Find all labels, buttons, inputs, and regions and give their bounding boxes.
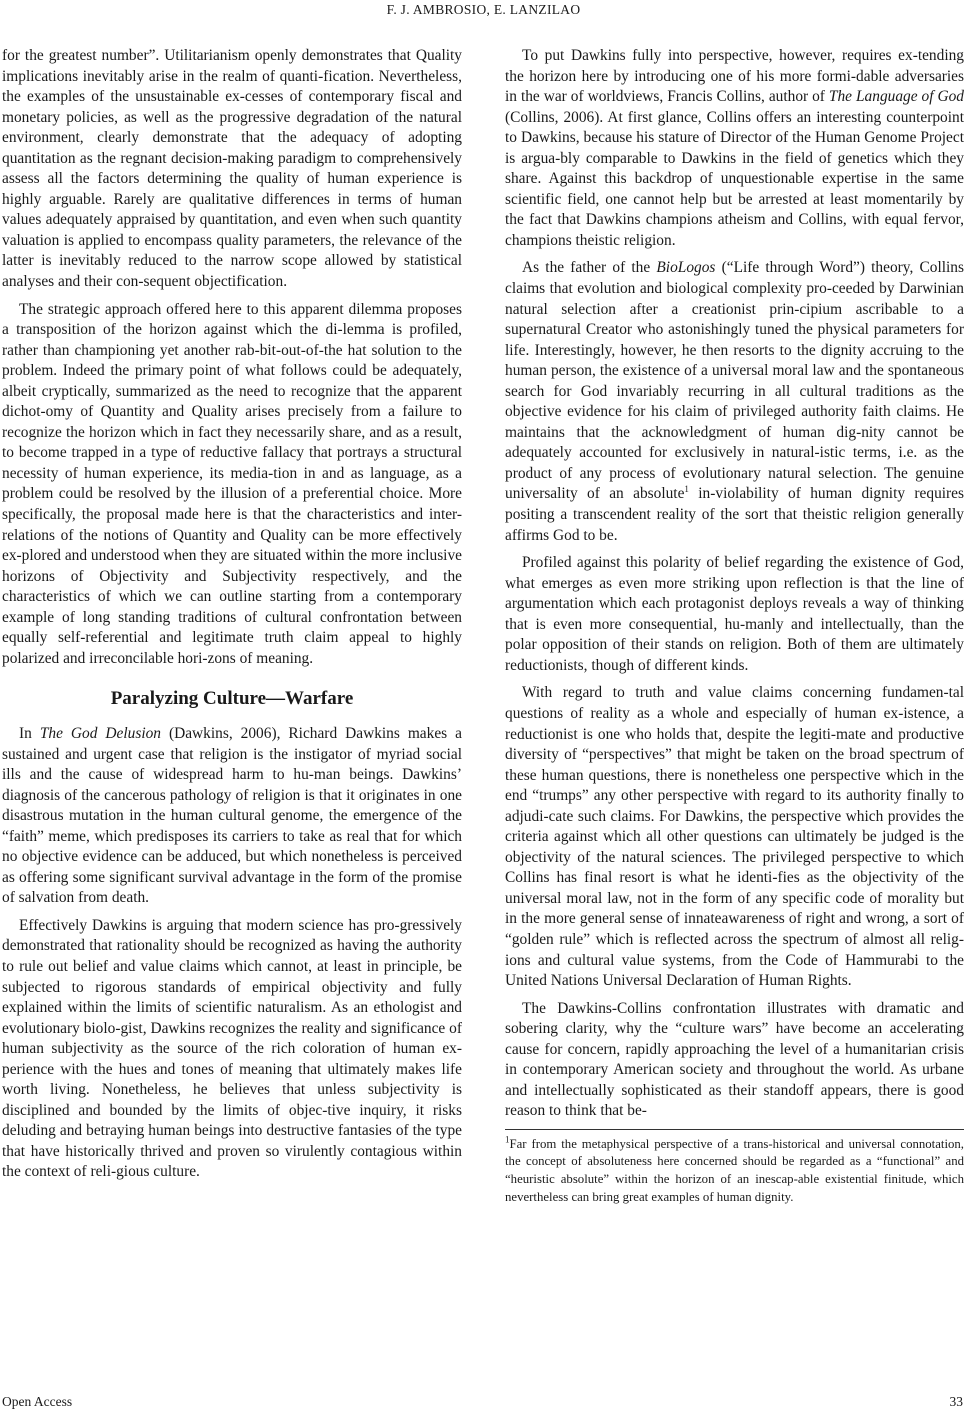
footnote <box>505 1129 964 1206</box>
theory-name: BioLogos <box>656 259 716 277</box>
footnote-text: Far from the metaphysical perspective of a trans-historical and universal connotation, the concept of absoluteness here concerned should be regarded as a “functional” and “heuristic absolute” within the horizon of an inescap-able existential finitude, which nevertheless can bring great examples of human dignity. <box>505 1136 964 1204</box>
paragraph: Profiled against this polarity of belief regarding the existence of God, what emerges as even more striking upon reflection is that the line of argumentation which each protagonist deploys reveals a way of thinking that is even more consequential, hu-manly and intellectually, than the polar opposition of their stands on religion. Both of them are ultimately reductionists, though of different kinds. <box>505 554 964 674</box>
text-span: In <box>19 724 40 742</box>
paragraph: The Dawkins-Collins confrontation illustrates with dramatic and sobering clarity, why the “culture wars” have become an accelerating cause for concern, rapidly approaching the level of a humanitarian crisis in contemporary American society and throughout the world. As urbane and intellectually sophisticated as their standoff appears, there is good reason to think that be- <box>505 999 964 1120</box>
text-span: To put Dawkins fully into perspective, however, requires ex-tending the horizon here by introducing one of his more formi-dable adversaries in the war of worldviews, Francis Collins, author of <box>505 47 964 106</box>
text-span: (Collins, 2006). At first glance, Collins offers an interesting counterpoint to Dawkins, because his stature of Director of the Human Genome Project is argua-bly comparable to Dawkins in the field of genetics which they share. Against this backdrop of unquestionable expertise in the same scientific field, one cannot help but be arrested at least momentarily by the fact that Dawkins champions atheism and Collins, with equal fervor, champions theistic religion. <box>505 108 964 249</box>
text-span: (“Life through Word”) theory, Collins claims that evolution and biological complexity pro-ceeded by Darwinian natural selection after a creationist prin-cipium ascribable to a supernatural Creator who astonishingly tuned the physical parameters for life. Interestingly, however, he then resorts to the dignity accruing to the human person, the existence of a universal moral law and the spontaneous search for God invariably recurring in all cultural traditions as the objective evidence for his claim of privileged authority faith claims. He maintains that the acknowledgment of human dig-nity cannot be adequately accounted for exclusively in natural-istic terms, i.e. as the product of any process of evolutionary natural selection. The genuine universality of an absolute <box>505 259 964 503</box>
running-head: F. J. AMBROSIO, E. LANZILAO <box>386 2 581 17</box>
paragraph <box>2 724 462 909</box>
book-title: The Language of God <box>828 88 964 106</box>
paragraph: With regard to truth and value claims concerning fundamen-tal questions of reality as a whole and especially of human ex-istence, a reductionist is one who holds that, despite the legiti-mate and productive diversity of “perspectives” that might be taken on the broad spectrum of these human questions, there is nonetheless one perspective which in the end “trumps” any other perspective with regard to its authority finally to adjudi-cate such claims. For Dawkins, the perspective which provides the criteria against which all other questions can ultimately be judged is the objectivity of the natural sciences. The privileged perspective to which Collins has final resort is what he identi-fies as the objectivity of the universal moral law, not in the form of any specific code of morality but in the more general sense of innateawareness of right and wrong, a sort of “golden rule” which is reflected across the spectrum of almost all relig-ions and cultural value systems, from the Code of Hammurabi to the United Nations Universal Declaration of Human Rights. <box>505 684 964 990</box>
book-title: The God Delusion <box>39 724 161 742</box>
paragraph: for the greatest number”. Utilitarianism openly demonstrates that Quality implications inevitably arise in the realm of quanti-fication. Nevertheless, the examples of the unsustainable ex-cesses of contemporary fiscal and monetary policies, as well as the progressive degradation of the natural environment, clearly demonstrate that the adequacy of adopting quantitation as the regnant decision-making paradigm to comprehensively assess all the factors determining the quality of human experience is highly arguable. Rarely are qualitative differences in terms of human values adequately appraised by quantitation, and even when such quantity valuation is applied to encompass quality parameters, the relevance of the latter is inevitably reduced to the narrow scope allowed by statistical analyses and their con-sequent objectification. <box>2 47 462 291</box>
right-column <box>505 46 964 1206</box>
left-column <box>2 46 462 1190</box>
text-span: in-violability of human dignity requires positing a transcendent reality of the sort that theistic religion generally affirms God to be. <box>505 485 964 544</box>
paragraph: The strategic approach offered here to this apparent dilemma proposes a transposition of the horizon against which the di-lemma is profiled, rather than championing yet another rab-bit-out-of-the hat solution to the problem. Indeed the primary point of what follows could be adequately, albeit cryptically, summarized as the need to recognize that the apparent dichot-omy of Quantity and Quality arises precisely from a failure to recognize the horizon which in fact they necessarily share, and as a result, to become trapped in a type of reductive fallacy that portrays a structural necessity of human experience, its media-tion in and as language, as a problem could be resolved by the illusion of a preferential choice. More specifically, the proposal made here is that the characteristics and inter-relations of the notions of Quantity and Quality can be more effectively ex-plored and understood when they are situated within the more inclusive horizons of Objectivity and Subjectivity respectively, and the characteristics of which we can outline starting from a contemporary example of long standing traditions of cultural confrontation between equally self-referential and legitimate truth claim appeal to highly polarized and irreconcilable hori-zons of meaning. <box>2 300 462 667</box>
paragraph: Effectively Dawkins is arguing that modern science has pro-gressively demonstrated that rationality should be recognized as having the authority to rule out belief and value claims which cannot, at least in principle, be subjected to rigorous standards of empirical objectivity and fully explained within the limits of scientific naturalism. As an ethologist and evolutionary biolo-gist, Dawkins recognizes the reality and significance of human subjectivity as the source of the rich coloration of human ex-perience with the hues and tones of meaning that ultimately makes life worth living. Nonetheless, he believes that unless subjectivity is disciplined and bounded by the limits of objec-tive inquiry, it risks deluding and betraying human beings into destructive fantasies of the type that have historically thrived and proven so virulently contagious within the context of reli-gious culture. <box>2 916 462 1181</box>
page-number: 33 <box>949 1394 963 1409</box>
section-heading: Paralyzing Culture—Warfare <box>110 688 354 710</box>
footer-publisher: Open Access <box>2 1394 73 1409</box>
text-span: As the father of the <box>522 259 657 277</box>
paragraph <box>505 46 964 251</box>
text-span: (Dawkins, 2006), Richard Dawkins makes a sustained and urgent case that religion is the instigator of myriad social ills and the cause of widespread harm to hu-man beings. Dawkins’ diagnosis of the cancerous pathology of religion is that it originates in one disastrous mutation in the human cultural genome, the emergence of the “faith” meme, which predisposes its carriers to take as real that for which no objective evidence can be adduced, but which nonetheless is perceived as offering some significant survival advantage in the form of the promise of salvation from death. <box>2 724 462 907</box>
paragraph <box>505 258 964 546</box>
footnote-ref: 1 <box>684 484 689 495</box>
footnote-marker: 1 <box>505 1134 510 1145</box>
